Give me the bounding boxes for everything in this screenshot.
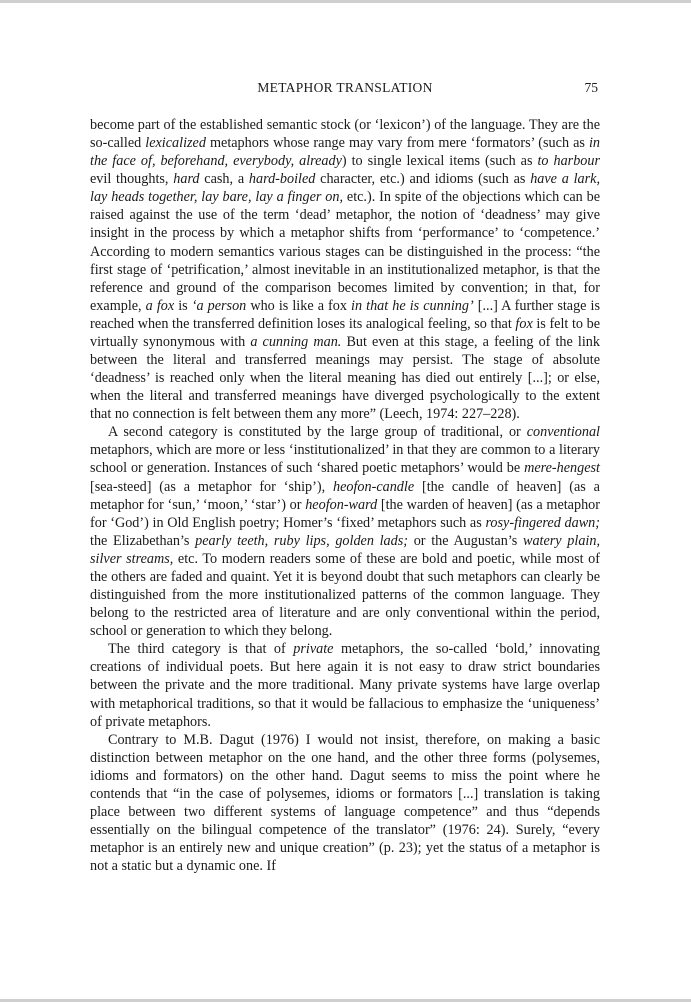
text-run: [the warden of heaven] (as a metaphor for ‘God’) in Old English poetry; Homer’s ‘fixed’ metaphors such as	[90, 496, 600, 531]
running-head	[90, 80, 600, 98]
italic-run: a fox	[145, 297, 175, 314]
italic-run: have a lark, lay heads together, lay bare, lay a finger on,	[90, 171, 601, 206]
italic-run: fox	[515, 315, 533, 332]
text-run: [sea-steed] (as a metaphor for ‘ship’),	[90, 478, 333, 495]
body-text	[90, 116, 600, 875]
scan-edge-top	[0, 0, 691, 3]
text-run: etc.). In spite of the objections which can be raised against the use of the term ‘dead’ metaphor, the notion of ‘deadness’ may give insight in the process by which a metaphor shifts from ‘performance’ to ‘competence.’ According to modern semantics various stages can be distinguished in the process: “the first stage of ‘petrification,’ almost inevitable in an institutionalized metaphor, is that the reference and ground of the comparison becomes limited by convention; in that, for example,	[90, 189, 601, 314]
text-run: or the Augustan’s	[408, 532, 523, 549]
paragraph-1	[90, 116, 600, 423]
paragraph-3	[90, 640, 600, 730]
text-run: evil thoughts,	[90, 171, 174, 188]
text-run: ) to single lexical items (such as	[341, 153, 538, 170]
italic-run: to harbour	[537, 153, 601, 170]
text-run: cash, a	[199, 171, 249, 188]
italic-run: heofon-candle	[332, 478, 415, 495]
text-run: etc. To modern readers some of these are bold and poetic, while most of the others are faded and quaint. Yet it is beyond doubt that such metaphors can clearly be distinguished from the more institutionalized patterns of the common language. They belong to the restricted area of literature and are only conventional within the period, school or generation to which they belong.	[90, 550, 600, 640]
italic-run: hard	[173, 171, 200, 188]
paragraph-2	[90, 423, 600, 640]
text-run: metaphors, the so-called ‘bold,’ innovating creations of individual poets. But here again it is not easy to draw strict boundaries between the private and the more traditional. Many private systems have large overlap with metaphorical traditions, so that it would be fallacious to emphasize the ‘uniqueness’ of private metaphors.	[90, 641, 600, 730]
text-run: is felt to be virtually synonymous with	[90, 315, 600, 350]
text-run: metaphors, which are more or less ‘institutionalized’ in that they are common to a literary school or generation. Instances of such ‘shared poetic metaphors’ would be	[90, 442, 600, 477]
italic-run: ‘a person	[191, 297, 247, 314]
text-run: A second category is constituted by the large group of traditional, or	[108, 424, 527, 441]
text-run: [...] A further stage is reached when the transferred definition loses its analogical feeling, so that	[90, 297, 600, 332]
italic-run: conventional	[526, 424, 600, 441]
italic-run: watery plain, silver streams,	[90, 532, 601, 567]
text-run: is	[174, 297, 192, 314]
text-run: character, etc.) and idioms (such as	[315, 171, 531, 188]
page-number: 75	[584, 80, 598, 95]
italic-run: hard-boiled	[248, 171, 316, 188]
italic-run: lexicalized	[145, 135, 206, 152]
italic-run: private	[293, 641, 334, 658]
text-run: become part of the established semantic stock (or ‘lexicon’) of the language. They are the so-called	[90, 117, 600, 152]
italic-run: in the face of, beforehand, everybody, already	[90, 135, 600, 170]
text-run: who is like a fox	[246, 297, 352, 314]
italic-run: in that he is cunning’	[351, 297, 474, 314]
italic-run: mere-hengest	[524, 460, 600, 477]
text-run: [the candle of heaven] (as a metaphor for ‘sun,’ ‘moon,’ ‘star’) or	[90, 478, 600, 513]
italic-run: rosy-fingered dawn;	[485, 514, 600, 531]
italic-run: a cunning man.	[250, 333, 342, 350]
text-run: But even at this stage, a feeling of the link between the literal and transferred meanings may persist. The stage of absolute ‘deadness’ is reached only when the literal meaning has died out entirely [...]; or else, when the literal and transferred meanings have diverged psychologically to the extent that no connection is felt between them any more” (Leech, 1974: 227–228).	[90, 333, 600, 423]
text-run: metaphors whose range may vary from mere ‘formators’ (such as	[205, 135, 589, 152]
text-run: the Elizabethan’s	[90, 532, 196, 549]
italic-run: heofon-ward	[305, 496, 378, 513]
paragraph-4	[90, 731, 600, 876]
running-title: METAPHOR TRANSLATION	[257, 80, 433, 95]
text-run: The third category is that of	[108, 641, 294, 658]
italic-run: pearly teeth, ruby lips, golden lads;	[195, 532, 408, 549]
text-run: Contrary to M.B. Dagut (1976) I would not insist, therefore, on making a basic distinction between metaphor on the one hand, and the other three forms (polysemes, idioms and formators) on the other hand. Dagut seems to miss the point where he contends that “in the case of polysemes, idioms or formators [...] translation is taking place between two different systems of language competence” and thus “depends essentially on the bilingual competence of the translator” (1976: 24). Surely, “every metaphor is an entirely new and unique creation” (p. 23); yet the status of a metaphor is not a static but a dynamic one. If	[90, 731, 600, 875]
